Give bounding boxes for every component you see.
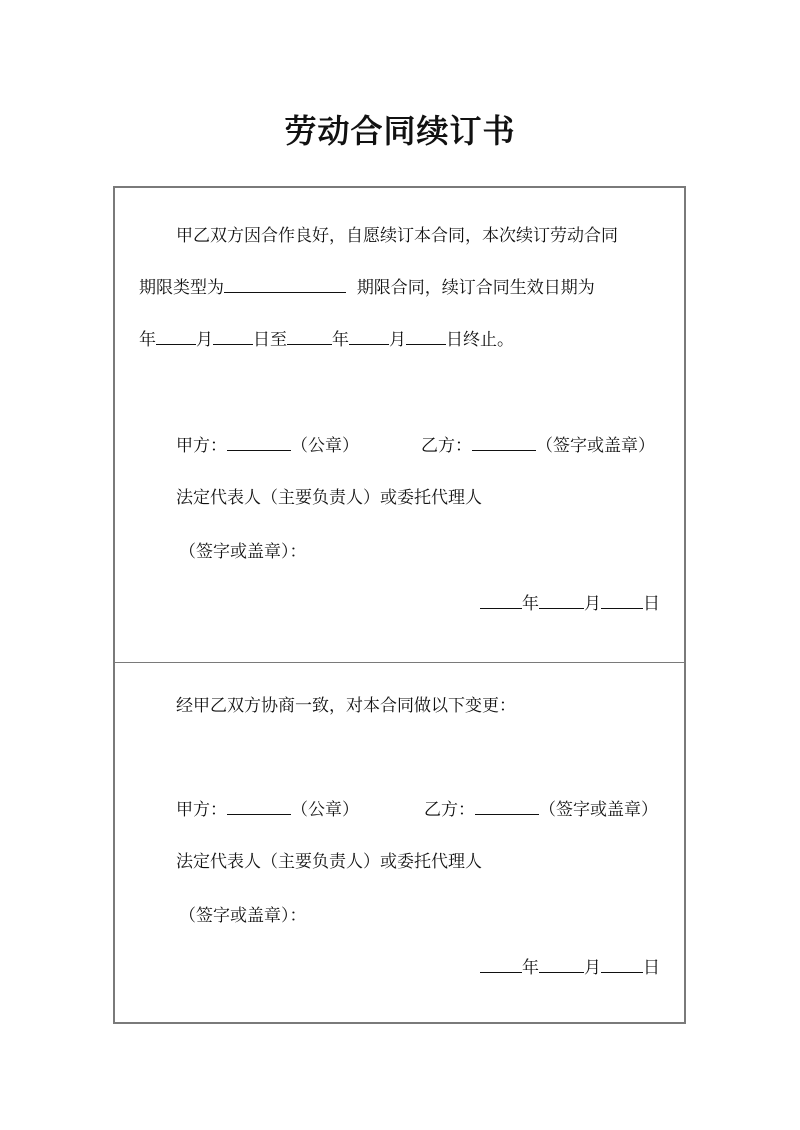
sign-month-label: 月 xyxy=(584,958,601,978)
sign-year-blank[interactable] xyxy=(480,956,522,973)
sign-month-label: 月 xyxy=(584,594,601,614)
sign-date-line xyxy=(480,592,660,616)
sign-date-line-2 xyxy=(480,956,660,980)
sign-day-label: 日 xyxy=(643,594,660,614)
sign-year-label: 年 xyxy=(522,958,539,978)
start-month-blank[interactable] xyxy=(156,328,196,345)
paragraph-line-2 xyxy=(139,276,595,300)
party-b-label: 乙方： xyxy=(424,800,475,820)
party-a-line xyxy=(176,434,359,458)
representative-line-2: 法定代表人（主要负责人）或委托代理人 xyxy=(176,852,482,872)
change-intro: 经甲乙双方协商一致，对本合同做以下变更： xyxy=(176,696,516,716)
end-day-label: 日终止。 xyxy=(446,330,514,350)
start-month-label: 月 xyxy=(196,330,213,350)
end-year-blank[interactable] xyxy=(287,328,332,345)
party-a-label: 甲方： xyxy=(176,436,227,456)
party-a-label: 甲方： xyxy=(176,800,227,820)
date-range-line xyxy=(139,328,514,352)
end-month-blank[interactable] xyxy=(349,328,389,345)
party-a-blank[interactable] xyxy=(227,798,291,815)
paragraph-line-1: 甲乙双方因合作良好，自愿续订本合同，本次续订劳动合同 xyxy=(176,226,618,246)
representative-line: 法定代表人（主要负责人）或委托代理人 xyxy=(176,488,482,508)
representative-seal: （签字或盖章）： xyxy=(179,542,307,562)
party-b-seal: （签字或盖章） xyxy=(536,436,655,456)
sign-day-label: 日 xyxy=(643,958,660,978)
renewal-form-box xyxy=(113,186,686,1024)
sign-month-blank[interactable] xyxy=(539,592,584,609)
party-b-line xyxy=(421,434,655,458)
document-title: 劳动合同续订书 xyxy=(284,112,516,150)
sign-year-blank[interactable] xyxy=(480,592,522,609)
party-a-seal: （公章） xyxy=(291,800,359,820)
representative-seal-2: （签字或盖章）： xyxy=(179,906,307,926)
party-b-seal: （签字或盖章） xyxy=(539,800,658,820)
end-day-blank[interactable] xyxy=(406,328,446,345)
party-b-label: 乙方： xyxy=(421,436,472,456)
party-b-blank[interactable] xyxy=(472,434,536,451)
party-b-line-2 xyxy=(424,798,658,822)
start-day-blank[interactable] xyxy=(213,328,253,345)
start-day-label: 日至 xyxy=(253,330,287,350)
party-b-blank[interactable] xyxy=(475,798,539,815)
sign-day-blank[interactable] xyxy=(601,956,643,973)
end-year-label: 年 xyxy=(332,330,349,350)
sign-month-blank[interactable] xyxy=(539,956,584,973)
sign-day-blank[interactable] xyxy=(601,592,643,609)
start-year-label: 年 xyxy=(139,330,156,350)
sign-year-label: 年 xyxy=(522,594,539,614)
party-a-seal: （公章） xyxy=(291,436,359,456)
party-a-blank[interactable] xyxy=(227,434,291,451)
end-month-label: 月 xyxy=(389,330,406,350)
term-type-blank[interactable] xyxy=(224,276,346,293)
term-type-suffix: 期限合同，续订合同生效日期为 xyxy=(356,278,595,298)
section-divider xyxy=(115,662,684,663)
term-type-label: 期限类型为 xyxy=(139,278,224,298)
party-a-line-2 xyxy=(176,798,359,822)
